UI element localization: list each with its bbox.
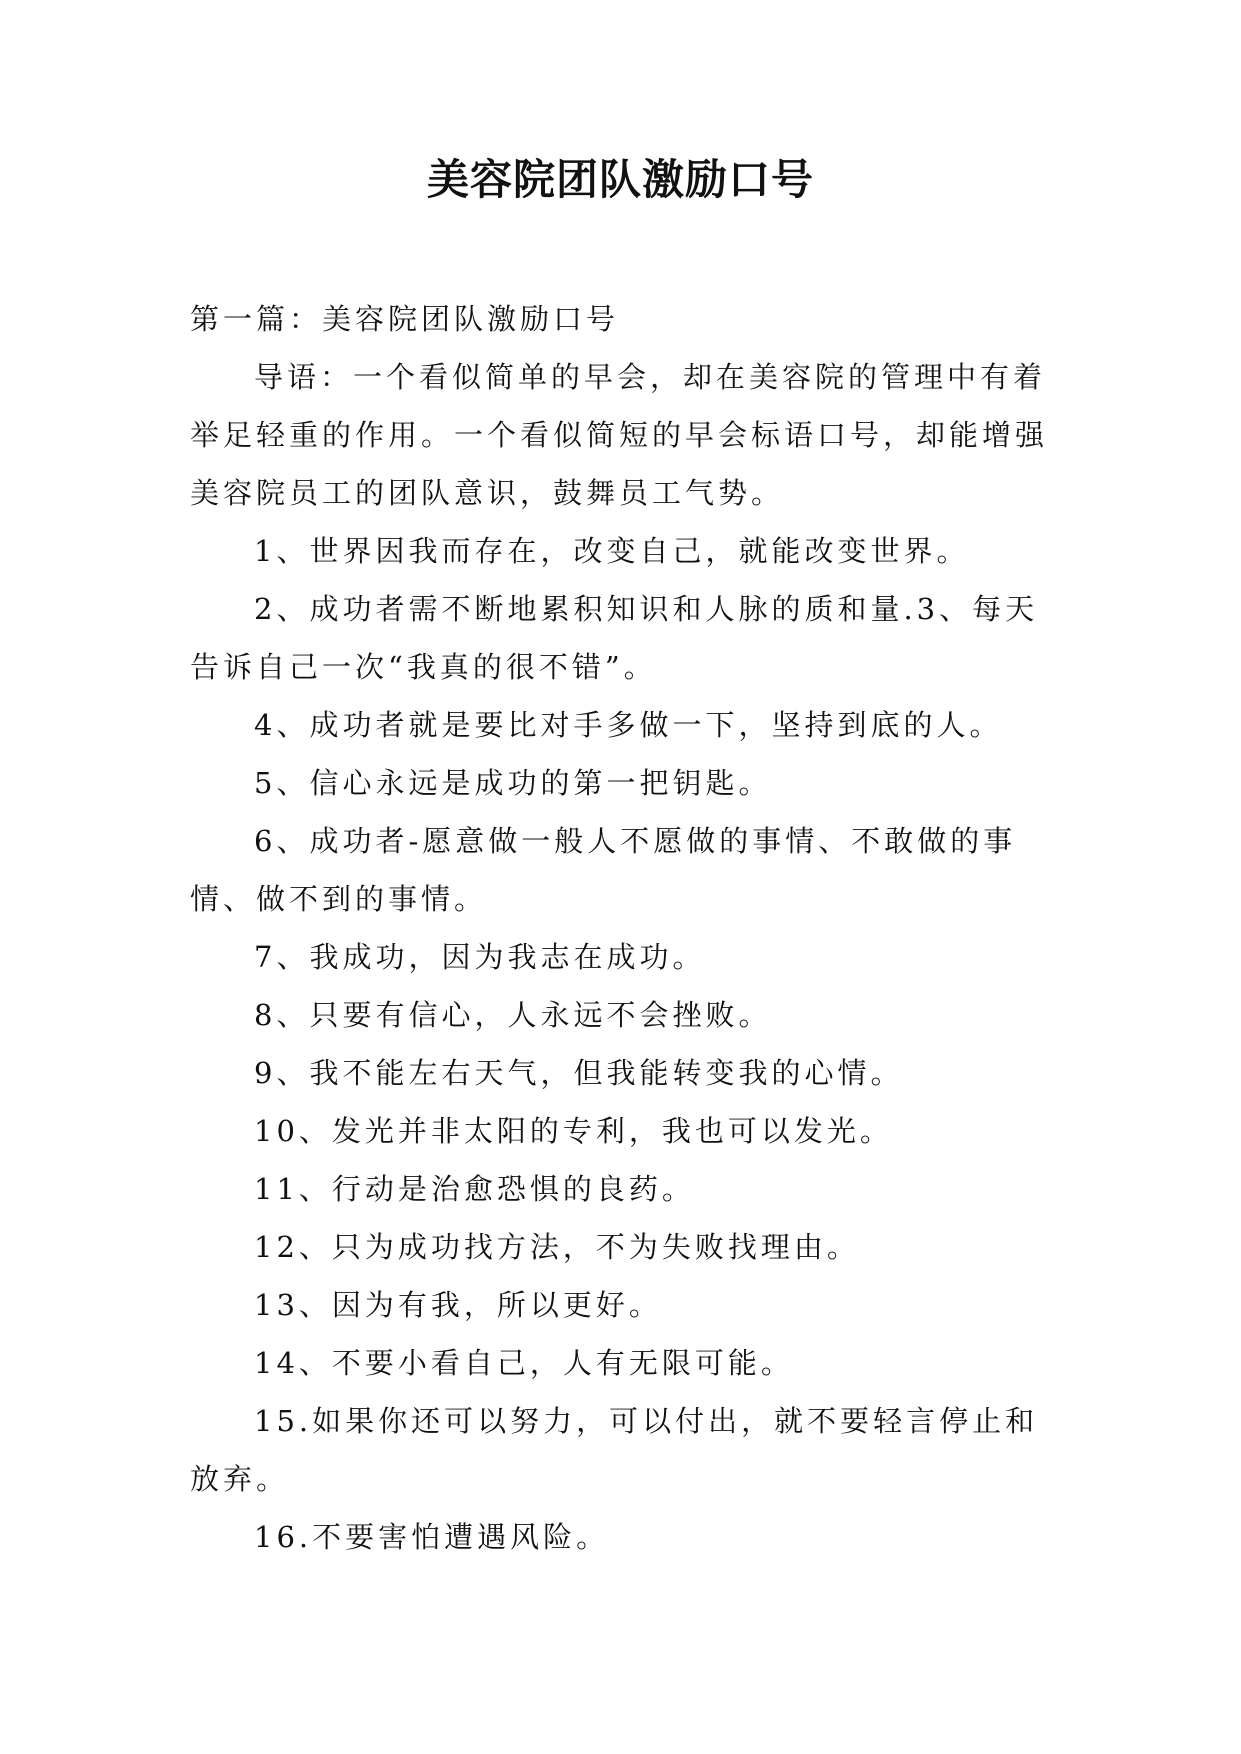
slogan-item: 9、我不能左右天气，但我能转变我的心情。 (254, 1056, 904, 1090)
slogan-item: 14、不要小看自己，人有无限可能。 (254, 1346, 794, 1380)
slogan-item: 8、只要有信心，人永远不会挫败。 (254, 998, 772, 1032)
document-body (190, 290, 1052, 1566)
slogan-item: 11、行动是治愈恐惧的良药。 (254, 1172, 695, 1206)
slogan-item: 13、因为有我，所以更好。 (254, 1288, 662, 1322)
slogan-item: 7、我成功，因为我志在成功。 (254, 940, 706, 974)
slogan-item: 12、只为成功找方法，不为失败找理由。 (254, 1230, 860, 1264)
slogan-item: 6、成功者-愿意做一般人不愿做的事情、不敢做的事情、做不到的事情。 (190, 824, 1017, 916)
slogan-item: 15.如果你还可以努力，可以付出，就不要轻言停止和放弃。 (190, 1404, 1039, 1496)
slogan-item: 10、发光并非太阳的专利，我也可以发光。 (254, 1114, 893, 1148)
slogan-item: 16.不要害怕遭遇风险。 (254, 1520, 610, 1554)
paragraph-intro: 导语：一个看似简单的早会，却在美容院的管理中有着举足轻重的作用。一个看似简短的早会标语口号，却能增强美容院员工的团队意识，鼓舞员工气势。 (190, 360, 1049, 510)
section-heading: 第一篇：美容院团队激励口号 (190, 302, 620, 336)
document-title: 美容院团队激励口号 (426, 155, 814, 204)
slogan-item: 5、信心永远是成功的第一把钥匙。 (254, 766, 772, 800)
slogan-item: 2、成功者需不断地累积知识和人脉的质和量.3、每天告诉自己一次“我真的很不错”。 (190, 592, 1039, 684)
slogan-item: 1、世界因我而存在，改变自己，就能改变世界。 (254, 534, 970, 568)
slogan-item: 4、成功者就是要比对手多做一下，坚持到底的人。 (254, 708, 1003, 742)
